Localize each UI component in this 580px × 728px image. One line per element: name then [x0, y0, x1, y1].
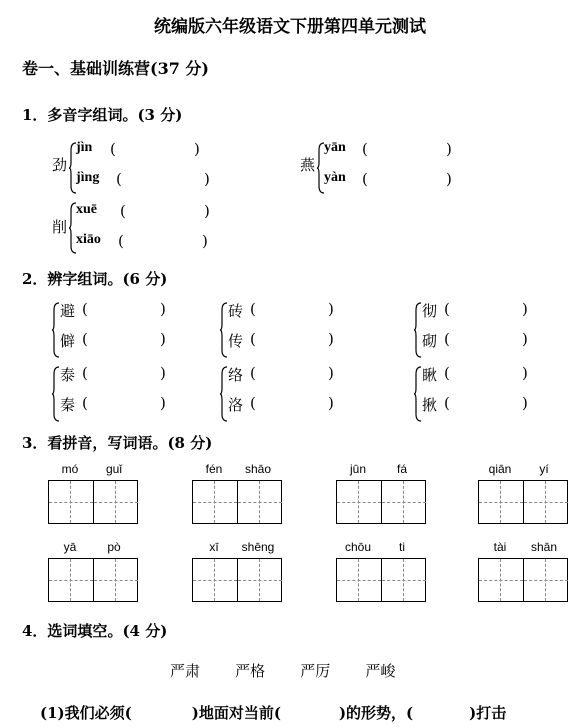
- pinyin-syllable: jūn: [349, 462, 366, 476]
- writing-grid[interactable]: [192, 558, 282, 602]
- polyphone-char: 削: [52, 218, 68, 236]
- page-title: 统编版六年级语文下册第四单元测试: [154, 17, 426, 37]
- writing-grid[interactable]: [48, 558, 138, 602]
- pinyin-syllable: pò: [107, 540, 121, 554]
- brace-icon: [52, 302, 60, 358]
- open-paren: (: [444, 394, 450, 412]
- brace-icon: [52, 366, 60, 422]
- writing-grid[interactable]: [192, 480, 282, 524]
- word-option: 严格: [235, 662, 266, 680]
- grid-cell[interactable]: [337, 559, 381, 601]
- close-paren: ): [160, 330, 166, 348]
- grid-cell[interactable]: [337, 481, 381, 523]
- writing-grid[interactable]: [336, 558, 426, 602]
- pinyin-syllable: fén: [205, 462, 223, 476]
- pair-char: 传: [228, 332, 244, 350]
- open-paren: (: [82, 300, 88, 318]
- word-option: 严厉: [300, 662, 331, 680]
- q4-heading: 4．选词填空。(4 分): [22, 622, 168, 640]
- word-option: 严肃: [170, 662, 201, 680]
- reading-1: xuē: [76, 202, 97, 217]
- sentence-part: )打击: [469, 704, 507, 722]
- pinyin-syllable: chōu: [344, 540, 372, 554]
- close-paren: ): [446, 170, 452, 188]
- close-paren: ): [194, 140, 200, 158]
- pinyin-syllable: tài: [493, 540, 507, 554]
- grid-cell[interactable]: [193, 559, 237, 601]
- close-paren: ): [522, 330, 528, 348]
- open-paren: (: [250, 364, 256, 382]
- grid-cell[interactable]: [382, 481, 426, 523]
- sentence-part: (1)我们必须(: [40, 704, 132, 722]
- pinyin-syllable: guǐ: [105, 462, 122, 476]
- pinyin-syllable: shāo: [244, 462, 272, 476]
- pinyin-syllable: qiān: [488, 462, 512, 476]
- pinyin-syllable: mó: [61, 462, 79, 476]
- open-paren: (: [116, 170, 122, 188]
- polyphone-char: 燕: [300, 156, 316, 174]
- close-paren: ): [522, 300, 528, 318]
- open-paren: (: [444, 330, 450, 348]
- open-paren: (: [250, 300, 256, 318]
- pair-char: 洛: [228, 396, 244, 414]
- pair-char: 揪: [422, 396, 438, 414]
- close-paren: ): [160, 364, 166, 382]
- grid-cell[interactable]: [382, 559, 426, 601]
- pinyin-syllable: xī: [209, 540, 219, 554]
- pinyin-syllable: ti: [399, 540, 405, 554]
- part-heading: 卷一、基础训练营(37 分): [22, 59, 209, 78]
- polyphone-char: 劲: [52, 156, 68, 174]
- pinyin-syllable: shēng: [241, 540, 275, 554]
- open-paren: (: [362, 140, 368, 158]
- open-paren: (: [444, 364, 450, 382]
- brace-icon: [414, 302, 422, 358]
- pair-char: 砌: [422, 332, 438, 350]
- grid-cell[interactable]: [49, 559, 93, 601]
- open-paren: (: [82, 394, 88, 412]
- open-paren: (: [120, 202, 126, 220]
- writing-grid[interactable]: [478, 480, 568, 524]
- grid-cell[interactable]: [49, 481, 93, 523]
- close-paren: ): [328, 300, 334, 318]
- grid-cell[interactable]: [193, 481, 237, 523]
- close-paren: ): [522, 364, 528, 382]
- q2-heading: 2．辨字组词。(6 分): [22, 270, 168, 288]
- open-paren: (: [362, 170, 368, 188]
- pair-char: 砖: [228, 302, 244, 320]
- sentence-part: )的形势，(: [338, 704, 414, 722]
- pair-char: 僻: [60, 332, 76, 350]
- close-paren: ): [446, 140, 452, 158]
- reading-2: jìng: [76, 170, 100, 185]
- close-paren: ): [204, 170, 210, 188]
- word-bank: [170, 660, 425, 681]
- open-paren: (: [110, 140, 116, 158]
- sentence-1: [40, 702, 506, 723]
- open-paren: (: [82, 330, 88, 348]
- grid-cell[interactable]: [238, 559, 282, 601]
- pinyin-syllable: fá: [396, 462, 407, 476]
- grid-cell[interactable]: [94, 559, 138, 601]
- close-paren: ): [204, 202, 210, 220]
- grid-cell[interactable]: [479, 481, 523, 523]
- pinyin-syllable: shān: [530, 540, 558, 554]
- open-paren: (: [250, 394, 256, 412]
- pinyin-syllable: yí: [539, 462, 549, 476]
- sentence-part: )地面对当前(: [191, 704, 281, 722]
- grid-cell[interactable]: [524, 559, 568, 601]
- writing-grid[interactable]: [478, 558, 568, 602]
- word-option: 严峻: [365, 662, 396, 680]
- close-paren: ): [160, 394, 166, 412]
- close-paren: ): [160, 300, 166, 318]
- grid-cell[interactable]: [524, 481, 568, 523]
- pair-char: 彻: [422, 302, 438, 320]
- pair-char: 避: [60, 302, 76, 320]
- pair-char: 瞅: [422, 366, 438, 384]
- close-paren: ): [328, 394, 334, 412]
- close-paren: ): [328, 364, 334, 382]
- open-paren: (: [118, 232, 124, 250]
- reading-1: yān: [324, 140, 346, 155]
- reading-1: jìn: [76, 140, 93, 155]
- brace-icon: [220, 302, 228, 358]
- grid-cell[interactable]: [238, 481, 282, 523]
- pair-char: 秦: [60, 396, 76, 414]
- grid-cell[interactable]: [479, 559, 523, 601]
- q1-heading: 1．多音字组词。(3 分): [22, 106, 183, 124]
- close-paren: ): [328, 330, 334, 348]
- reading-2: xiāo: [76, 232, 101, 247]
- close-paren: ): [522, 394, 528, 412]
- open-paren: (: [82, 364, 88, 382]
- brace-icon: [220, 366, 228, 422]
- grid-cell[interactable]: [94, 481, 138, 523]
- pair-char: 泰: [60, 366, 76, 384]
- q3-heading: 3．看拼音，写词语。(8 分): [22, 434, 213, 452]
- close-paren: ): [202, 232, 208, 250]
- brace-icon: [414, 366, 422, 422]
- pinyin-syllable: yā: [63, 540, 77, 554]
- writing-grid[interactable]: [48, 480, 138, 524]
- pair-char: 络: [228, 366, 244, 384]
- reading-2: yàn: [324, 170, 346, 185]
- open-paren: (: [250, 330, 256, 348]
- open-paren: (: [444, 300, 450, 318]
- writing-grid[interactable]: [336, 480, 426, 524]
